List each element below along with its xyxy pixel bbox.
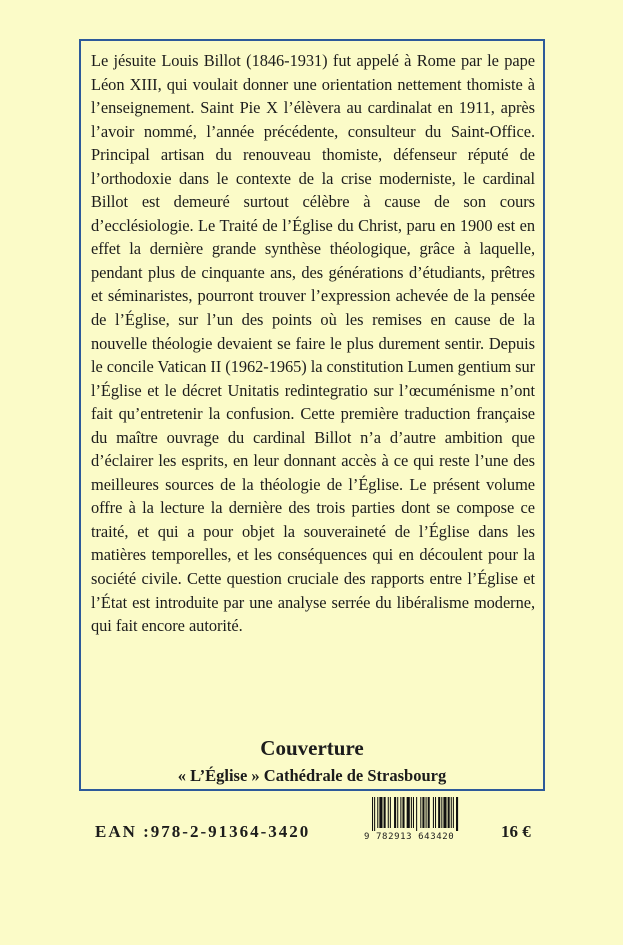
barcode-bar bbox=[397, 797, 398, 828]
barcode-bar bbox=[372, 797, 373, 831]
barcode-bar bbox=[438, 797, 440, 828]
barcode-bar bbox=[441, 797, 442, 828]
barcode-bar bbox=[456, 797, 458, 831]
barcode-bar bbox=[453, 797, 454, 828]
barcode-bar bbox=[435, 797, 436, 828]
barcode-digits: 9 782913 643420 bbox=[364, 832, 455, 842]
barcode-bar bbox=[451, 797, 452, 828]
barcode-bar bbox=[402, 797, 404, 828]
barcode-bar bbox=[384, 797, 386, 828]
barcode-bar bbox=[420, 797, 421, 828]
barcode-bar bbox=[416, 797, 417, 831]
barcode-bars bbox=[364, 797, 476, 831]
barcode-bar bbox=[390, 797, 391, 828]
barcode-bar bbox=[379, 797, 382, 828]
cover-subtitle: « L’Église » Cathédrale de Strasbourg bbox=[177, 766, 447, 785]
ean-code: EAN :978-2-91364-3420 bbox=[95, 822, 311, 841]
barcode-bar bbox=[443, 797, 446, 828]
barcode-bar bbox=[411, 797, 412, 828]
barcode-bar bbox=[413, 797, 414, 828]
cover-title: Couverture bbox=[260, 736, 364, 760]
barcode-bar bbox=[388, 797, 389, 828]
barcode-bar bbox=[407, 797, 410, 828]
barcode-bar bbox=[428, 797, 430, 828]
barcode-bar bbox=[394, 797, 396, 828]
barcode-bar bbox=[400, 797, 401, 828]
barcode-bar bbox=[448, 797, 450, 828]
text-frame bbox=[79, 39, 545, 791]
barcode-bar bbox=[422, 797, 424, 828]
barcode-bar bbox=[374, 797, 375, 831]
barcode-bar bbox=[433, 797, 434, 828]
barcode-bar bbox=[377, 797, 378, 828]
barcode bbox=[364, 797, 476, 845]
price: 16 € bbox=[501, 822, 531, 841]
barcode-bar bbox=[426, 797, 427, 828]
back-cover-description: Le jésuite Louis Billot (1846-1931) fut appelé à Rome par le pape Léon XIII, qui voulait donner une orientation nettement thomiste à l’enseignement. Saint Pie X l’élèvera au cardinalat en 1911, après l’avoir nommé, l’année précédente, consulteur du Saint-Office. Principal artisan du renouveau thomiste, défenseur réputé de l’orthodoxie dans le contexte de la crise moderniste, le cardinal Billot est demeuré surtout célèbre à cause de son cours d’ecclésiologie. Le Traité de l’Église du Christ, paru en 1900 est en effet la dernière grande synthèse théologique, grâce à laquelle, pendant plus de cinquante ans, des générations d’étudiants, prêtres et séminaristes, pourront trouver l’expression achevée de la pensée de l’Église, sur l’un des points où les remises en cause de la nouvelle théologie devaient se faire le plus durement sentir. Depuis le concile Vatican II (1962-1965) la constitution Lumen gentium sur l’Église et le décret Unitatis redintegratio sur l’œcuménisme n’ont fait qu’entretenir la confusion. Cette première traduction française du maître ouvrage du cardinal Billot n’a d’autre ambition que d’éclairer les esprits, en leur donnant accès à ce qui reste l’une des meilleures sources de la théologie de l’Église. Le présent volume offre à la lecture la dernière des trois parties dont se compose ce traité, et qui a pour objet la souveraineté de l’Église dans les matières temporelles, et les conséquences qui en découlent pour la société civile. Cette question cruciale des rapports entre l’Église et l’État est introduite par une analyse serrée du libéralisme moderne, qui fait encore autorité. bbox=[91, 51, 535, 636]
